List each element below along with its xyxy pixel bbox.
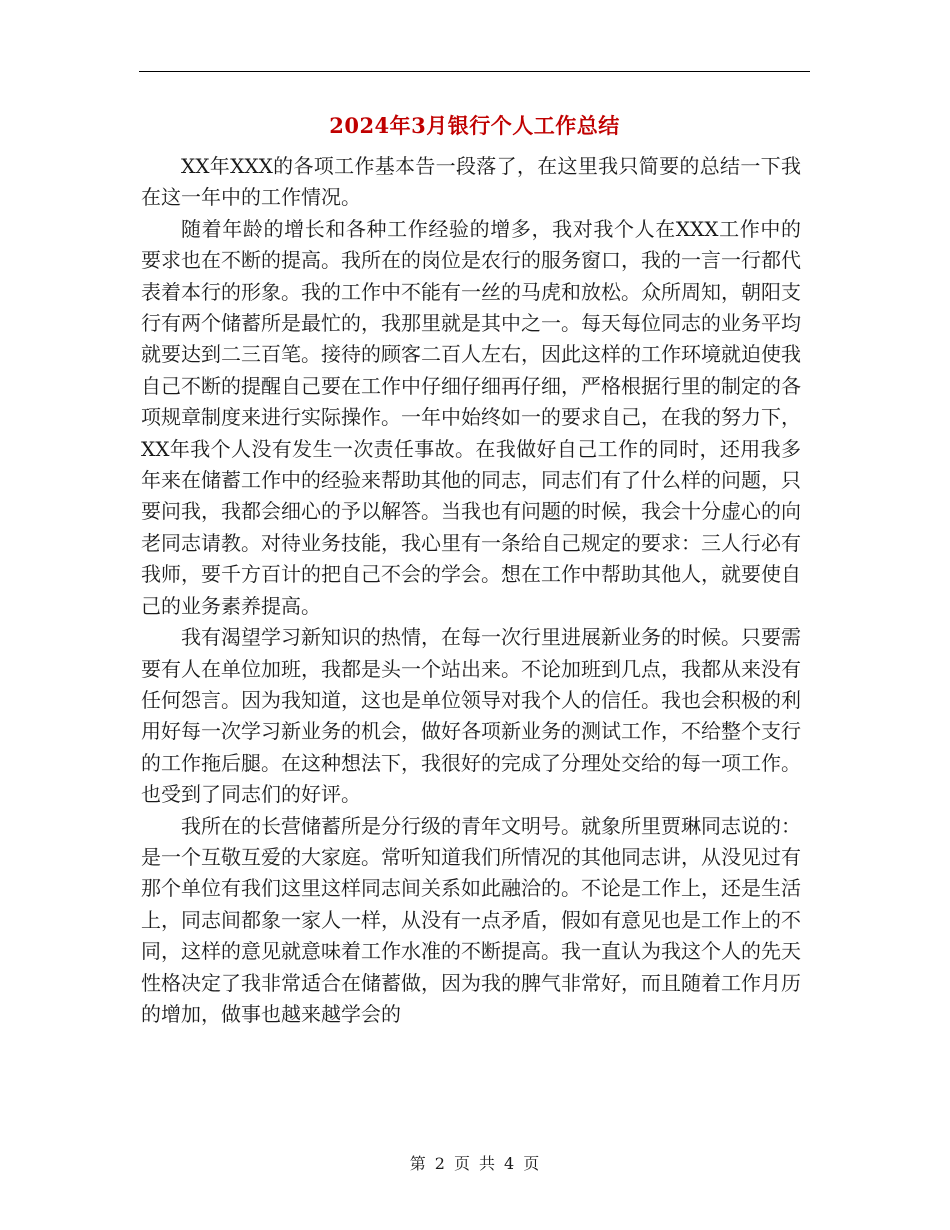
- footer-current-page: 2: [434, 1154, 446, 1173]
- header-rule: [139, 71, 810, 72]
- footer-label-page: 第: [409, 1154, 427, 1173]
- paragraph-3: 我有渴望学习新知识的热情，在每一次行里进展新业务的时候。只要需要有人在单位加班，我都是头一个站出来。不论加班到几点，我都从来没有任何怨言。因为我知道，这也是单位领导对我个人的信任。我也会积极的利用好每一次学习新业务的机会，做好各项新业务的测试工作，不给整个支行的工作拖后腿。在这种想法下，我很好的完成了分理处交给的每一项工作。也受到了同志们的好评。: [141, 625, 801, 807]
- document-title: 2024年3月银行个人工作总结: [329, 113, 620, 138]
- document-body: [141, 151, 801, 1030]
- page-footer: [0, 1152, 950, 1176]
- paragraph-2: 随着年龄的增长和各种工作经验的增多，我对我个人在XXX工作中的要求也在不断的提高。我所在的岗位是农行的服务窗口，我的一言一行都代表着本行的形象。我的工作中不能有一丝的马虎和放松。众所周知，朝阳支行有两个储蓄所是最忙的，我那里就是其中之一。每天每位同志的业务平均就要达到二三百笔。接待的顾客二百人左右，因此这样的工作环境就迫使我自己不断的提醒自己要在工作中仔细仔细再仔细，严格根据行里的制定的各项规章制度来进行实际操作。一年中始终如一的要求自己，在我的努力下，XX年我个人没有发生一次责任事故。在我做好自己工作的同时，还用我多年来在储蓄工作中的经验来帮助其他的同志，同志们有了什么样的问题，只要问我，我都会细心的予以解答。当我也有问题的时候，我会十分虚心的向老同志请教。对待业务技能，我心里有一条给自己规定的要求：三人行必有我师，要千方百计的把自己不会的学会。想在工作中帮助其他人，就要使自己的业务素养提高。: [141, 216, 801, 618]
- footer-total-pages: 4: [504, 1154, 516, 1173]
- paragraph-4: 我所在的长营储蓄所是分行级的青年文明号。就象所里贾琳同志说的：是一个互敬互爱的大家庭。常听知道我们所情况的其他同志讲，从没见过有那个单位有我们这里这样同志间关系如此融洽的。不论是工作上，还是生活上，同志间都象一家人一样，从没有一点矛盾，假如有意见也是工作上的不同，这样的意见就意味着工作水准的不断提高。我一直认为我这个人的先天性格决定了我非常适合在储蓄做，因为我的脾气非常好，而且随着工作月历的增加，做事也越来越学会的: [141, 813, 801, 1026]
- paragraph-1: XX年XXX的各项工作基本告一段落了，在这里我只简要的总结一下我在这一年中的工作情况。: [141, 154, 801, 210]
- footer-label-page-unit: 页: [453, 1154, 471, 1173]
- footer-label-total-unit: 页: [523, 1154, 541, 1173]
- footer-label-total: 共: [479, 1154, 497, 1173]
